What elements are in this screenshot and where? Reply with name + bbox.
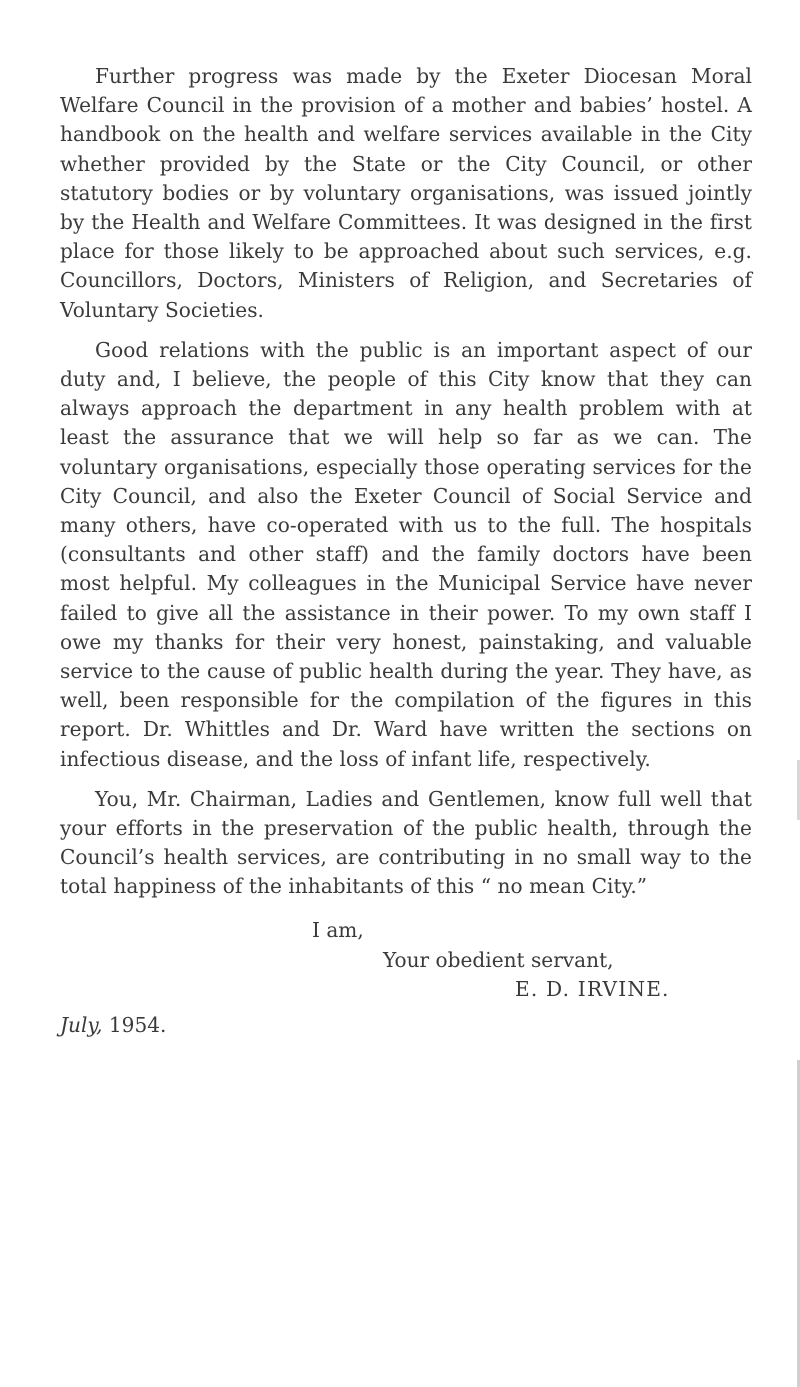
closing-obedient-servant: Your obedient servant, (383, 947, 614, 972)
date-month: July, (60, 1012, 103, 1037)
letter-date (60, 1011, 166, 1040)
closing-i-am: I am, (312, 917, 364, 942)
paragraph-public-relations: Good relations with the public is an important aspect of our duty and, I believe, the people of this City know that they can always approach the department in any health problem with at least the assurance that we will help so far as we can. The voluntary organisations, especially those operating services for the City Council, and also the Exeter Council of Social Service and many others, have co-operated with us to the full. The hospitals (consultants and other staff) and the family doctors have been most helpful. My colleagues in the Municipal Service have never failed to give all the assistance in their power. To my own staff I owe my thanks for their very honest, painstaking, and valuable service to the cause of public health during the year. They have, as well, been responsible for the compilation of the figures in this report. Dr. Whittles and Dr. Ward have written the sections on infectious disease, and the loss of infant life, respectively. (60, 337, 752, 771)
date-year: 1954. (108, 1012, 167, 1037)
letter-closing (60, 916, 752, 1056)
letter-page (60, 62, 752, 1056)
paragraph-closing-remarks: You, Mr. Chairman, Ladies and Gentlemen, know full well that your efforts in the preservation of the public health, through the Council’s health services, are contributing in no small way to the total happiness of the inhabitants of this “ no mean City.” (60, 786, 752, 899)
signature-name: E. D. IRVINE. (515, 976, 670, 1001)
paragraph-hostel-handbook: Further progress was made by the Exeter Diocesan Moral Welfare Council in the provision of a mother and babies’ hostel. A handbook on the health and welfare services available in the City whether provided by the State or the City Council, or other statutory bodies or by voluntary organisations, was issued jointly by the Health and Welfare Committees. It was designed in the first place for those likely to be approached about such services, e.g. Councillors, Doctors, Ministers of Religion, and Secretaries of Voluntary Societies. (60, 64, 752, 322)
